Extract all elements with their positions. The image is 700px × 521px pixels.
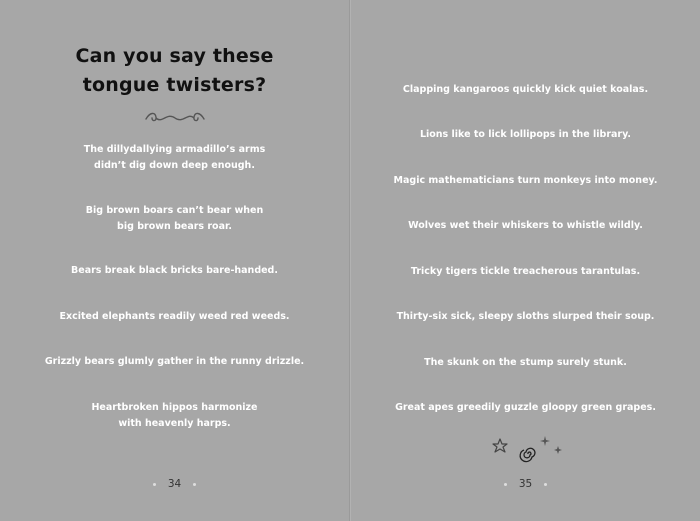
spiral-icon: [520, 448, 535, 461]
twister-kangaroos: Clapping kangaroos quickly kick quiet koalas.: [402, 84, 649, 95]
star-icon: [493, 439, 507, 452]
twister-grizzly: Grizzly bears glumly gather in the runny drizzle.: [44, 356, 305, 367]
twister-bears: Bears break black bricks bare-handed.: [71, 265, 278, 276]
twister-apes: Great apes greedily guzzle gloopy green grapes.: [395, 402, 656, 413]
twister-boars: Big brown boars can’t bear when big brown bears roar.: [85, 205, 264, 232]
page-number-left: 34: [0, 478, 349, 490]
twister-lions: Lions like to lick lollipops in the library.: [419, 129, 632, 140]
dot-icon: [504, 483, 507, 486]
title-line-2: tongue twisters?: [82, 74, 267, 96]
twister-tigers: Tricky tigers tickle treacherous tarantulas.: [410, 266, 641, 277]
dot-icon: [193, 483, 196, 486]
doodles: [491, 434, 571, 466]
twister-elephants: Excited elephants readily weed red weeds.: [59, 311, 290, 322]
twister-skunk: The skunk on the stump surely stunk.: [424, 357, 627, 368]
page-number-right: 35: [351, 478, 700, 490]
twister-mathematicians: Magic mathematicians turn monkeys into money.: [393, 175, 658, 186]
twister-sloths: Thirty-six sick, sleepy sloths slurped their soup.: [396, 311, 655, 322]
twister-hippos: Heartbroken hippos harmonize with heavenly harps.: [91, 402, 258, 429]
dot-icon: [544, 483, 547, 486]
flourish-ornament-icon: [143, 109, 207, 127]
page-title: [0, 42, 349, 100]
left-page: [0, 0, 349, 521]
twister-wolves: Wolves wet their whiskers to whistle wildly.: [408, 220, 643, 231]
sparkle-icon: [540, 436, 562, 454]
right-page: [351, 0, 700, 521]
twister-armadillo: The dillydallying armadillo’s arms didn’t dig down deep enough.: [83, 144, 266, 171]
dot-icon: [153, 483, 156, 486]
title-line-1: Can you say these: [75, 45, 274, 67]
